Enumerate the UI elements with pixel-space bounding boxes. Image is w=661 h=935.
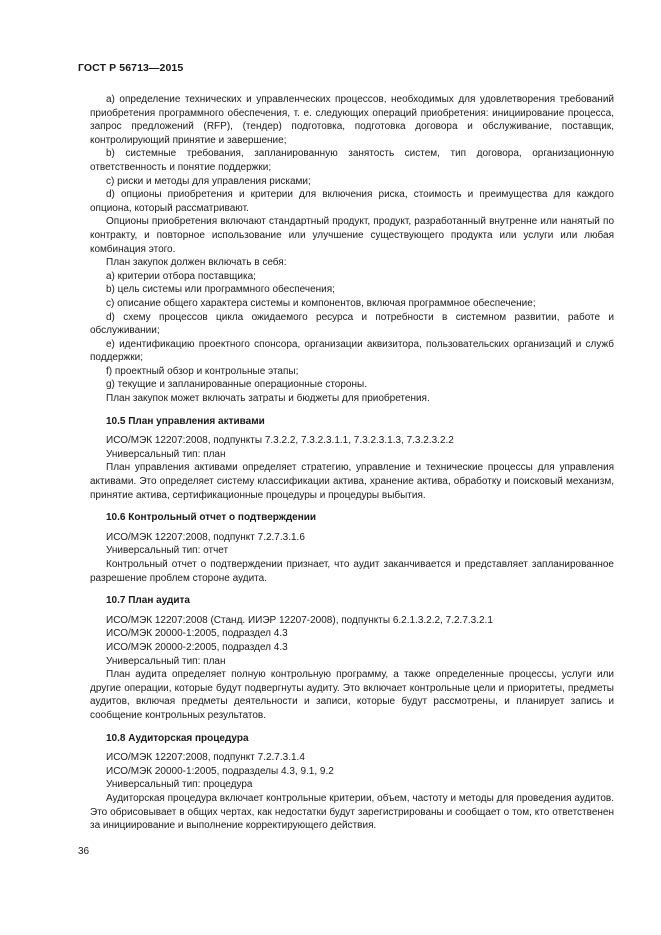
paragraph: с) описание общего характера системы и компонентов, включая программное обеспечение; xyxy=(106,297,536,309)
paragraph: Контрольный отчет о подтверждении признает, что аудит заканчивается и представляет запланированное разрешение проблем стороне аудита. xyxy=(90,559,614,584)
paragraph: План управления активами определяет стратегию, управление и технические процессы для управления активами. Это определяет систему классификации актива, хранение актива, обработку и поисковый механизм, принятие актива, сертификационные процедуры и процедуры выбытия. xyxy=(90,462,614,501)
paragraph: b) системные требования, запланированную занятость систем, тип договора, организационную ответственность и понятие поддержки; xyxy=(90,148,614,173)
section-heading: 10.6 Контрольный отчет о подтверждении xyxy=(106,512,317,524)
paragraph: ИСО/МЭК 20000-2:2005, подраздел 4.3 xyxy=(106,641,288,653)
paragraph: Универсальный тип: отчет xyxy=(106,545,229,557)
section-10-5 xyxy=(90,415,614,503)
paragraph: с) риски и методы для управления рисками; xyxy=(106,175,311,187)
paragraph: ИСО/МЭК 12207:2008, подпункт 7.2.7.3.1.4 xyxy=(106,752,305,764)
section-heading: 10.8 Аудиторская процедура xyxy=(106,732,249,744)
section-10-6 xyxy=(90,511,614,585)
section-heading: 10.7 План аудита xyxy=(106,595,190,607)
section-10-7 xyxy=(90,594,614,722)
intro-block xyxy=(90,93,614,406)
page-content xyxy=(90,93,614,833)
section-10-8 xyxy=(90,732,614,833)
paragraph: План закупок может включать затраты и бюджеты для приобретения. xyxy=(106,393,430,405)
paragraph: Опционы приобретения включают стандартный продукт, продукт, разработанный внутренне или нанятый по контракту, и повторное использование или улучшение существующего продукта или услуги или любая комбинация этого. xyxy=(90,216,614,255)
paragraph: а) критерии отбора поставщика; xyxy=(106,270,256,282)
page-number: 36 xyxy=(78,846,90,857)
paragraph: План закупок должен включать в себя: xyxy=(106,257,287,269)
section-heading: 10.5 План управления активами xyxy=(106,415,265,427)
paragraph: b) цель системы или программного обеспечения; xyxy=(106,284,335,296)
paragraph: g) текущие и запланированные операционные стороны. xyxy=(106,379,367,391)
paragraph: ИСО/МЭК 20000-1:2005, подраздел 4.3 xyxy=(106,628,288,640)
paragraph: f) проектный обзор и контрольные этапы; xyxy=(106,365,299,377)
paragraph: ИСО/МЭК 20000-1:2005, подразделы 4.3, 9.1, 9.2 xyxy=(106,765,334,777)
paragraph: Универсальный тип: процедура xyxy=(106,779,253,791)
paragraph: ИСО/МЭК 12207:2008 (Станд. ИИЭР 12207-2008), подпункты 6.2.1.3.2.2, 7.2.7.3.2.1 xyxy=(106,614,493,626)
standard-header: ГОСТ Р 56713—2015 xyxy=(78,62,184,74)
paragraph: е) идентификацию проектного спонсора, организации аквизитора, пользовательских организаций и служб поддержки; xyxy=(90,338,614,364)
paragraph: Универсальный тип: план xyxy=(106,448,226,460)
paragraph: ИСО/МЭК 12207:2008, подпункт 7.2.7.3.1.6 xyxy=(106,531,305,543)
paragraph: ИСО/МЭК 12207:2008, подпункты 7.3.2.2, 7.3.2.3.1.1, 7.3.2.3.1.3, 7.3.2.3.2.2 xyxy=(106,435,454,447)
paragraph: Универсальный тип: план xyxy=(106,655,226,667)
paragraph: План аудита определяет полную контрольную программу, а также определенные процессы, услуги или другие операции, которые будут подвергнуты аудиту. Это включает контрольные цели и приоритеты, предметы аудитов, включая предметы деятельности и записи, которые будут рассмотрены, и планирует запись и сообщение контрольных результатов. xyxy=(90,669,614,721)
paragraph: а) определение технических и управленческих процессов, необходимых для удовлетворения требований приобретения программного обеспечения, т. е. следующих операций приобретения: инициирование процесса, запрос предложений (RFP), (тендер) подготовка, подготовка договора и обслуживание, поставщик, контролирующий принятие и завершение; xyxy=(90,94,614,146)
paragraph: d) опционы приобретения и критерии для включения риска, стоимость и преимущества для каждого опциона, который рассматривают. xyxy=(90,189,614,214)
paragraph: d) схему процессов цикла ожидаемого ресурса и потребности в системном развитии, работе и обслуживании; xyxy=(90,311,614,337)
paragraph: Аудиторская процедура включает контрольные критерии, объем, частоту и методы для проведения аудитов. Это обрисовывает в общих чертах, как недостатки будут зарегистрированы и сообщает о том, кто ответственен за инициирование и выполнение корректирующего действия. xyxy=(90,792,614,832)
